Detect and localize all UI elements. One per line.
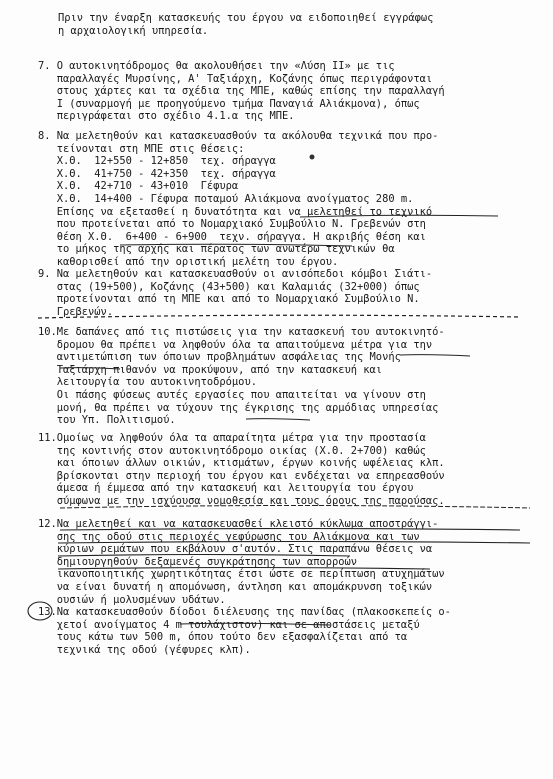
text-line: Οι πάσης φύσεως αυτές εργασίες που απαιτείται να γίνουν στη (38, 388, 426, 401)
pen-underline (120, 244, 352, 246)
text-line: προτείνονται από τη ΜΠΕ και από το Νομαρχιακό Συμβούλιο Ν. (38, 293, 420, 306)
pen-underline (300, 215, 498, 217)
text-line: 11.Ομοίως να ληφθούν όλα τα απαραίτητα μέτρα για την προστασία (38, 432, 426, 444)
text-line: Πριν την έναρξη κατασκευής του έργου να ειδοποιηθεί εγγράφως (58, 12, 434, 24)
text-line: άμεσα ή έμμεσα από την κατασκευή και λειτουργία του έργου (38, 482, 414, 495)
pen-underline (58, 568, 430, 570)
text-line: το μήκος της αρχής και πέρατος των ανωτέρω τεχνικών θα (38, 243, 395, 256)
pen-separator (38, 315, 520, 318)
text-line: τείνονται στη ΜΠΕ στις θέσεις: (38, 142, 245, 155)
pen-circle (28, 602, 52, 620)
text-line: θέση Χ.Θ. 6+400 - 6+900 τεχν. σήραγγα. Η ακριβής θέση και (38, 230, 426, 243)
text-line: Χ.Θ. 12+550 - 12+850 τεχ. σήραγγα (38, 155, 276, 168)
text-line: περιγράφεται στο σχέδιο 4.1.α της ΜΠΕ. (38, 110, 295, 123)
text-line: τους κάτω των 500 m, όπου τούτο δεν εξασφαλίζεται από τα (38, 631, 408, 644)
text-line: τεχνικά της οδού (γέφυρες κλπ). (38, 643, 251, 656)
text-line: και όποιων άλλων οικιών, κτισμάτων, έργων κοινής ωφέλειας κλπ. (38, 457, 445, 470)
pen-underline (246, 419, 310, 420)
text-line: χετοί ανοίγματος 4 m τουλάχιστον) και σε αποστάσεις μεταξύ (38, 618, 420, 631)
text-line: βρίσκονται στην περιοχή του έργου και ενδέχεται να επηρεασθούν (38, 469, 445, 482)
text-line: Ταξιάρχη πιθανόν να προκύψουν, από την κατασκευή και (38, 363, 383, 376)
text-line: 12.Να μελετηθεί και να κατασκευασθεί κλειστό κύκλωμα αποστράγγι- (38, 518, 439, 530)
text-line: Χ.Θ. 14+400 - Γέφυρα ποταμού Αλιάκμονα ανοίγματος 280 m. (38, 192, 414, 205)
text-line: Επίσης να εξετασθεί η δυνατότητα και να μελετηθεί το τεχνικό (38, 205, 433, 218)
pen-underline (60, 506, 530, 509)
text-line: παραλλαγές Μυρσίνης, Α' Ταξιάρχη, Κοζάνης όπως περιγράφονται (38, 72, 433, 85)
text-line: η αρχαιολογική υπηρεσία. (58, 24, 209, 37)
text-line: ουσιών ή μολυσμένων υδάτων. (38, 593, 226, 606)
pen-underline (400, 355, 470, 356)
text-line: λειτουργία του αυτοκινητοδρόμου. (38, 376, 257, 389)
text-line: δρομου θα πρέπει να ληφθούν όλα τα απαιτούμενα μέτρα για την (38, 338, 433, 351)
text-line: Χ.Θ. 42+710 - 43+010 Γέφυρα (38, 180, 239, 193)
text-line: 8. Να μελετηθούν και κατασκευασθούν τα ακόλουθα τεχνικά που προ- (38, 130, 439, 142)
pen-underline (58, 542, 530, 544)
text-line: του Υπ. Πολιτισμού. (38, 414, 176, 427)
text-line: στους χάρτες και τα σχέδια της ΜΠΕ, καθώς επίσης την παραλλαγή (38, 85, 445, 98)
text-line: μονή, θα πρέπει να τύχουν της έγκρισης της αρμόδιας υπηρεσίας (38, 401, 439, 414)
text-line: 13.Να κατασκευασθούν δίοδοι διέλευσης της πανίδας (πλακοσκεπείς ο- (38, 606, 451, 618)
pen-dot (310, 155, 315, 160)
text-line: κύριων ρεμάτων που εκβάλουν σ'αυτόν. Στις παραπάνω θέσεις να (38, 543, 433, 556)
pen-underline (60, 529, 520, 531)
text-line: της κοντινής στον αυτοκινητόδρομο οικίας (Χ.Θ. 2+700) καθώς (38, 444, 426, 457)
pen-underline (180, 623, 330, 625)
text-line: 9. Να μελετηθούν και κατασκευασθούν οι ανισόπεδοι κόμβοι Σιάτι- (38, 268, 433, 280)
text-line: Ι (συναρμογή με προηγούμενο τμήμα Παναγιά Αλιάκμονα), όπως (38, 97, 420, 110)
text-line: καθορισθεί από την οριστική μελέτη του έργου. (38, 255, 339, 268)
text-line: αντιμετώπιση των όποιων προβλημάτων ασφάλειας της Μονής (38, 351, 401, 364)
text-line: να είναι δυνατή η απομόνωση, άντληση και απομάκρυνση τοξικών (38, 580, 433, 593)
pen-underline (60, 368, 120, 369)
text-line: που προτείνεται από το Νομαρχιακό Συμβούλιο Ν. Γρεβενών στη (38, 218, 426, 231)
text-line: δημιουργηθούν δεξαμενές συγκράτησης των απορροών (38, 555, 358, 568)
text-line: 7. Ο αυτοκινητόδρομος θα ακολουθήσει την «Λύση ΙΙ» με τις (38, 60, 395, 72)
text-line: σης της οδού στις περιοχές γεφύρωσης του Αλιάκμονα και των (38, 530, 420, 543)
text-line: σύμφωνα με την ισχύουσα νομοθεσία και τους όρους της παρούσας. (38, 494, 445, 507)
text-line: Γρεβενών. (38, 305, 114, 318)
text-line: ικανοποιητικής χωρητικότητας έτσι ώστε σε περίπτωση ατυχημάτων (38, 568, 445, 581)
pen-underline (58, 555, 350, 557)
text-line: 10.Με δαπάνες από τις πιστώσεις για την κατασκευή του αυτοκινητό- (38, 326, 445, 338)
text-line: Χ.Θ. 41+750 - 42+350 τεχ. σήραγγα (38, 167, 276, 180)
text-line: στας (19+500), Κοζάνης (43+500) και Καλαμιάς (32+000) όπως (38, 280, 420, 293)
